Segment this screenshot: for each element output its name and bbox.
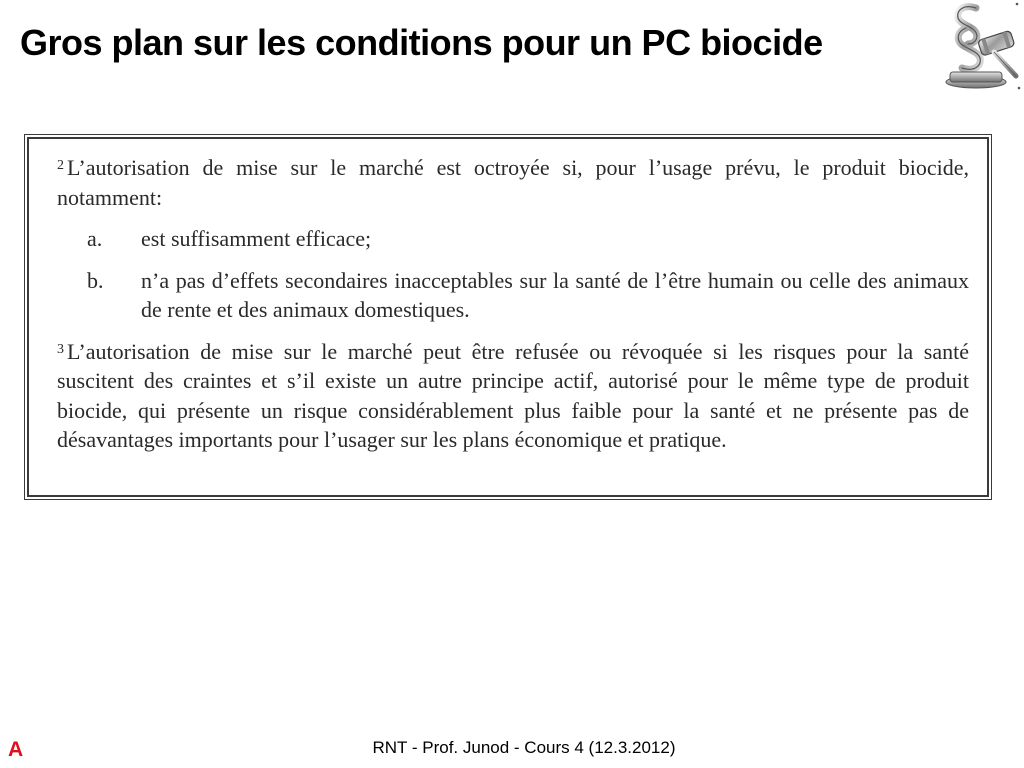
list-item-text: n’a pas d’effets secondaires inacceptables sur la santé de l’être humain ou celle des animaux de rente et des animaux domestiques. (141, 267, 969, 322)
slide-title: Gros plan sur les conditions pour un PC biocide (20, 22, 823, 63)
legal-excerpt-box (24, 134, 992, 500)
condition-list (57, 224, 969, 325)
list-item-marker: b. (87, 267, 104, 293)
paragraph-text: L’autorisation de mise sur le marché peut être refusée ou révoquée si les risques pour la santé suscitent des craintes et s’il existe un autre principe actif, autorisé pour le même type de produit biocide, qui présente un risque considérablement plus faible pour la santé et ne présente pas de désavantages importants pour l’usager sur les plans économique et pratique. (57, 338, 969, 452)
paragraph-2 (57, 153, 969, 212)
corner-letter: A (8, 738, 24, 761)
slide-footer: RNT - Prof. Junod - Cours 4 (12.3.2012) (372, 738, 676, 757)
list-item-text: est suffisamment efficace; (141, 226, 372, 251)
list-item (57, 224, 969, 254)
paragraph-text: L’autorisation de mise sur le marché est octroyée si, pour l’usage prévu, le produit biocide, notamment: (57, 155, 969, 210)
paragraph-number: 2 (57, 158, 64, 173)
paragraph-number: 3 (57, 341, 64, 357)
paragraph-3 (57, 337, 969, 455)
list-item (57, 266, 969, 325)
legal-excerpt-content (27, 137, 989, 497)
law-paragraph-gavel-icon (936, 0, 1022, 92)
list-item-marker: a. (87, 226, 103, 251)
